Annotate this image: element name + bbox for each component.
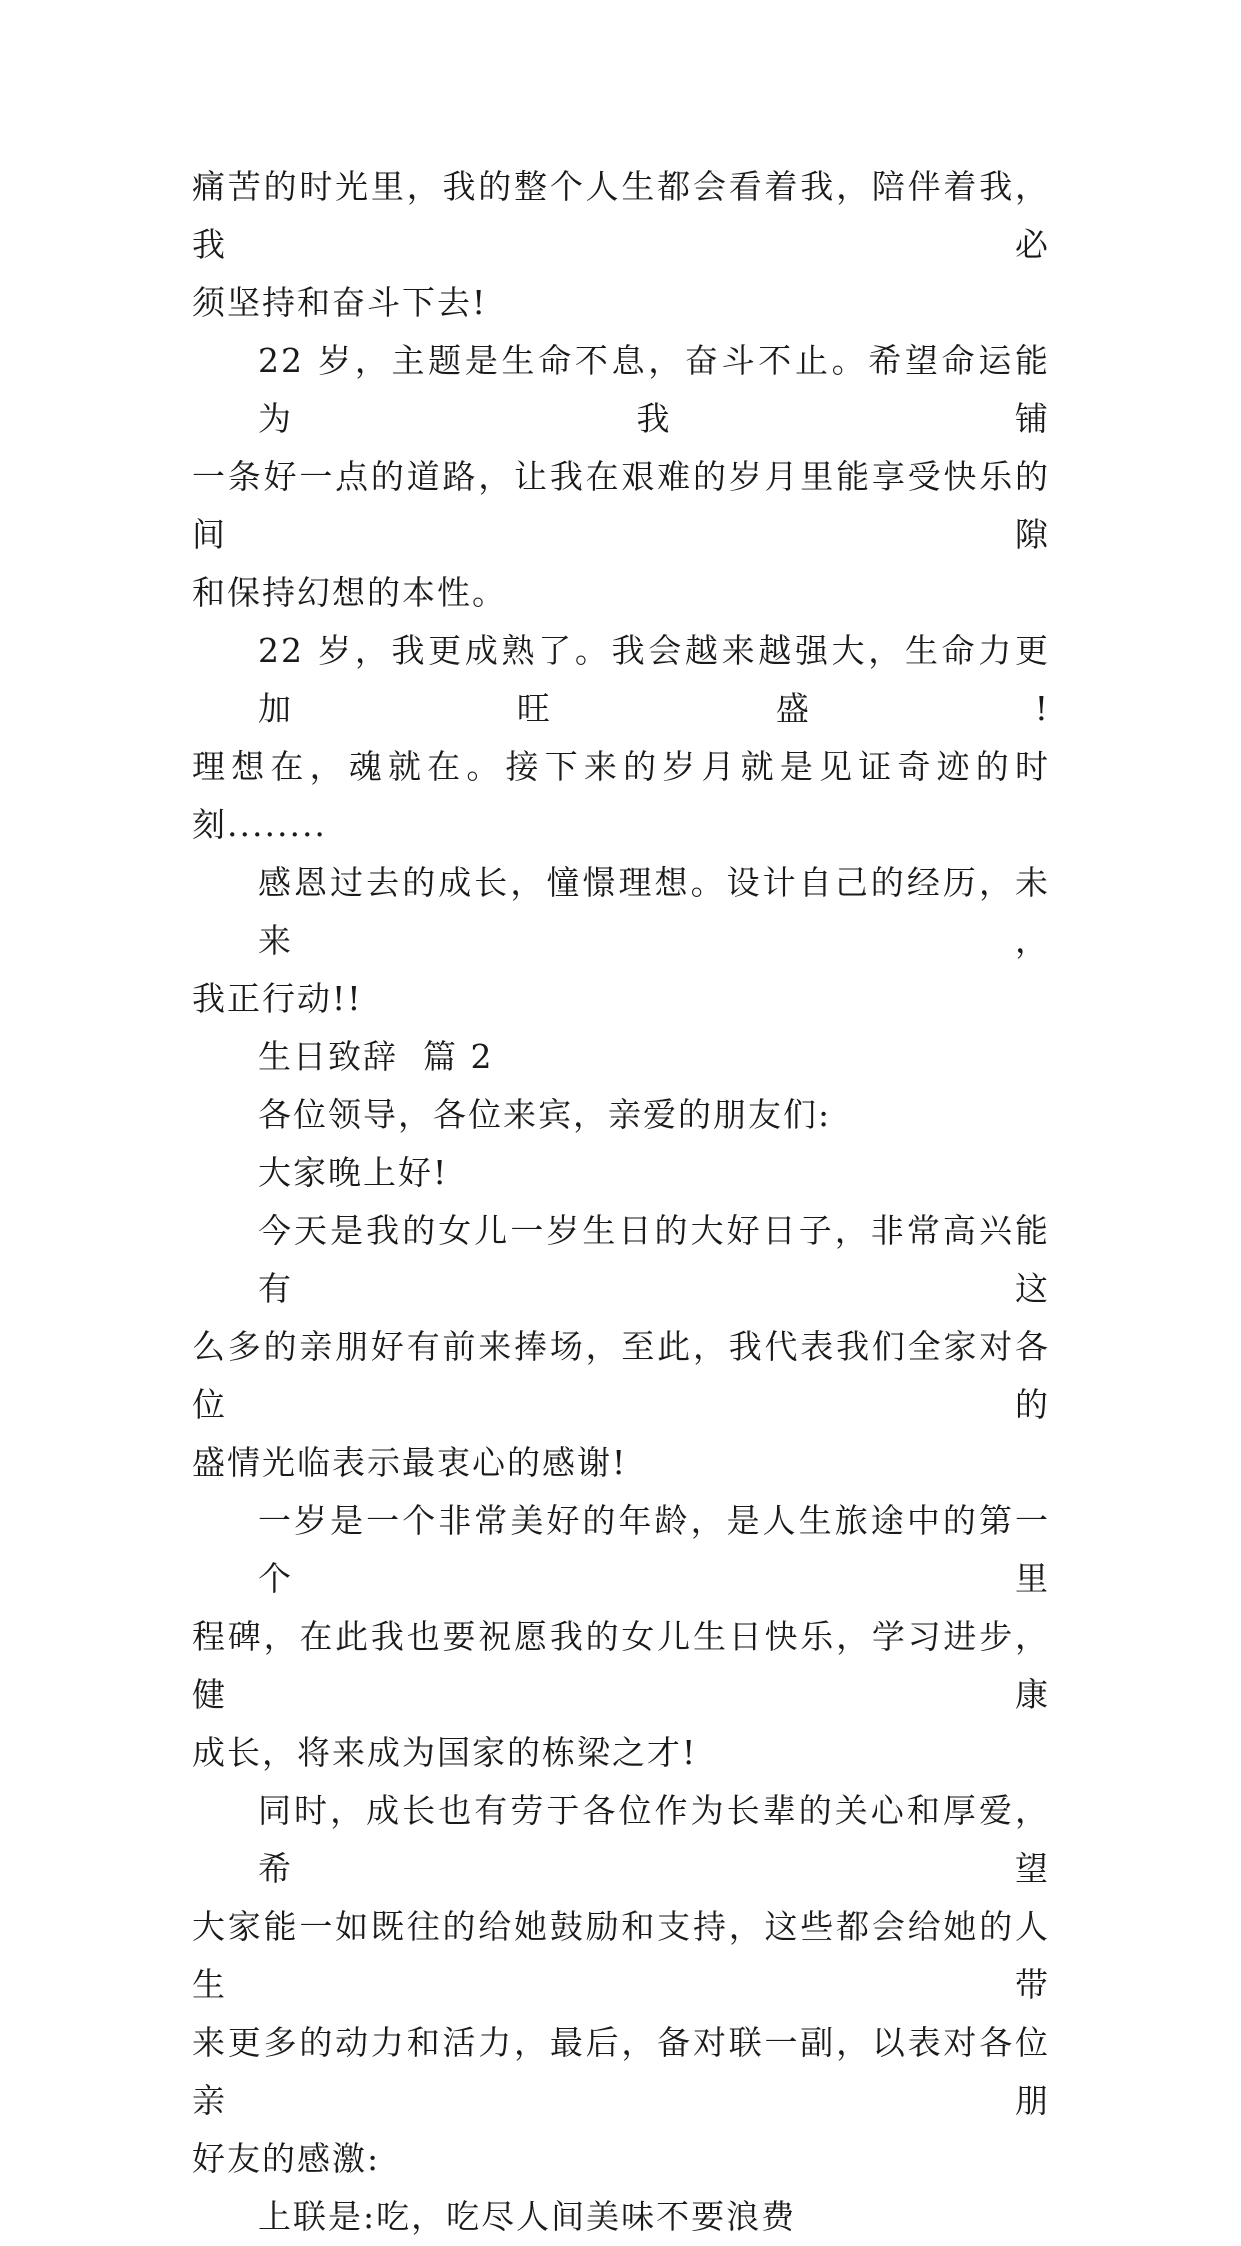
text-line: 今天是我的女儿一岁生日的大好日子，非常高兴能有这 bbox=[258, 1211, 1050, 1308]
text-line: 好友的感激: bbox=[192, 2139, 381, 2178]
text-line: 一岁是一个非常美好的年龄，是人生旅途中的第一个里 bbox=[258, 1501, 1050, 1598]
text-line: 一条好一点的道路，让我在艰难的岁月里能享受快乐的间隙 bbox=[192, 457, 1050, 554]
text-line: 生日致辞 篇 2 bbox=[258, 1037, 494, 1076]
text-line: 痛苦的时光里，我的整个人生都会看着我，陪伴着我，我必 bbox=[192, 167, 1050, 264]
text-line: 上联是:吃，吃尽人间美味不要浪费 bbox=[258, 2197, 797, 2236]
text-line: 刻........ bbox=[192, 805, 327, 844]
text-line: 盛情光临表示最衷心的感谢! bbox=[192, 1443, 628, 1482]
document-body bbox=[192, 158, 1050, 2246]
text-line: 大家能一如既往的给她鼓励和支持，这些都会给她的人生带 bbox=[192, 1907, 1050, 2004]
text-line: 同时，成长也有劳于各位作为长辈的关心和厚爱，希望 bbox=[258, 1791, 1050, 1888]
paragraph-7 bbox=[192, 1782, 1050, 2188]
text-line: 和保持幻想的本性。 bbox=[192, 573, 507, 612]
text-line: 感恩过去的成长，憧憬理想。设计自己的经历，未来， bbox=[258, 863, 1050, 960]
text-line: 22 岁，我更成熟了。我会越来越强大，生命力更加旺盛! bbox=[258, 631, 1050, 728]
text-line: 22 岁，主题是生命不息，奋斗不止。希望命运能为我铺 bbox=[258, 341, 1050, 438]
text-line: 理想在，魂就在。接下来的岁月就是见证奇迹的时 bbox=[192, 747, 1050, 786]
paragraph-5 bbox=[192, 1202, 1050, 1492]
salutation bbox=[192, 1086, 1050, 1144]
paragraph-6 bbox=[192, 1492, 1050, 1782]
text-line: 须坚持和奋斗下去! bbox=[192, 283, 488, 322]
text-line: 来更多的动力和活力，最后，备对联一副，以表对各位亲朋 bbox=[192, 2023, 1050, 2120]
greeting bbox=[192, 1144, 1050, 1202]
text-line: 成长，将来成为国家的栋梁之才! bbox=[192, 1733, 698, 1772]
text-line: 程碑，在此我也要祝愿我的女儿生日快乐，学习进步，健康 bbox=[192, 1617, 1050, 1714]
paragraph-2 bbox=[192, 332, 1050, 622]
paragraph-4 bbox=[192, 854, 1050, 1028]
text-line: 各位领导，各位来宾，亲爱的朋友们: bbox=[258, 1095, 832, 1134]
section-heading bbox=[192, 1028, 1050, 1086]
paragraph-3 bbox=[192, 622, 1050, 854]
text-line: 大家晚上好! bbox=[258, 1153, 449, 1192]
text-line: 我正行动!! bbox=[192, 979, 363, 1018]
couplet-first-line bbox=[192, 2188, 1050, 2246]
paragraph-1 bbox=[192, 158, 1050, 332]
text-line: 么多的亲朋好有前来捧场，至此，我代表我们全家对各位的 bbox=[192, 1327, 1050, 1424]
